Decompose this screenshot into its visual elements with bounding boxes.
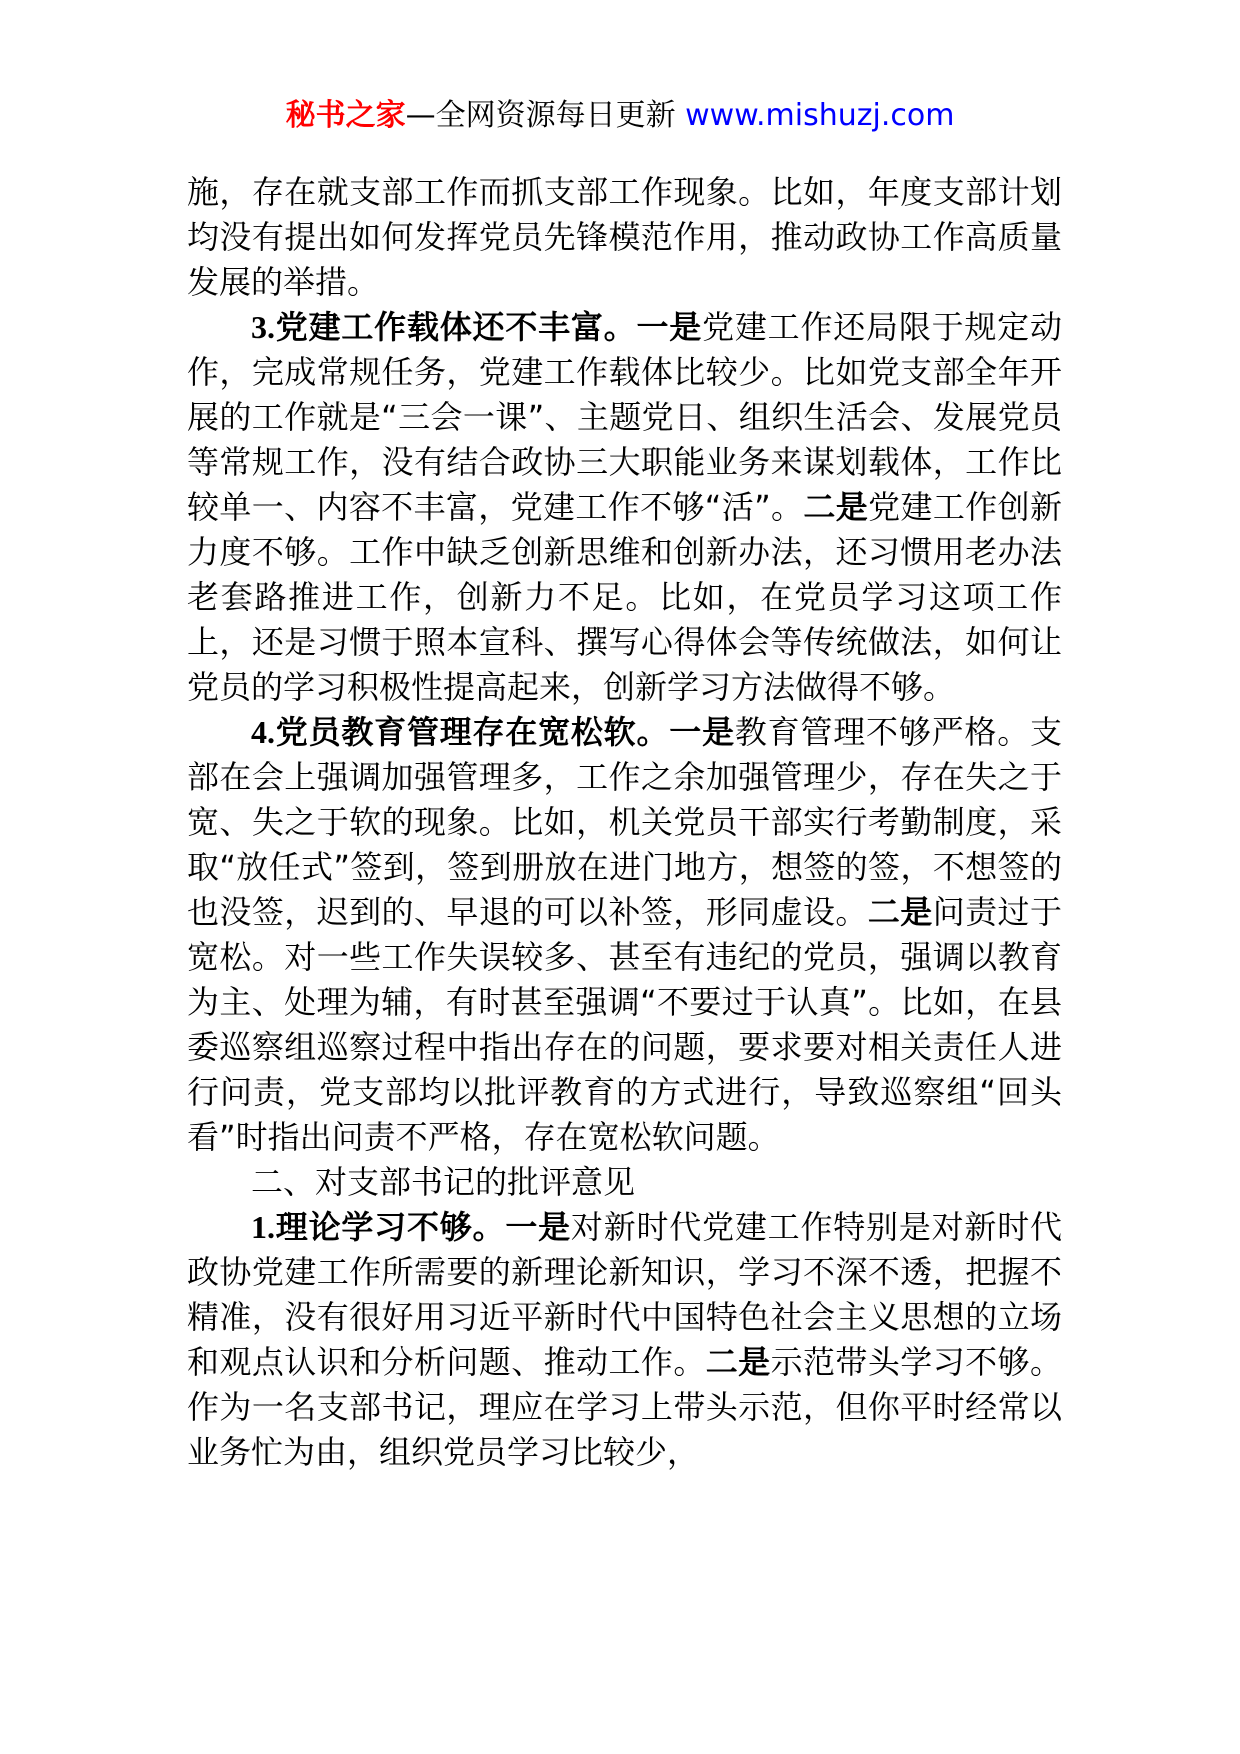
paragraph-item-3 (187, 305, 1062, 710)
section-heading (187, 1160, 1062, 1205)
item-number: 3. (251, 309, 275, 345)
paragraph-text: 对新时代党建工作特别是对新时代政协党建工作所需要的新理论新知识，学习不深不透，把握不精准，没有很好用习近平新时代中国特色社会主义思想的立场和观点认识和分析问题、推动工作。 (187, 1208, 1062, 1381)
item-number: 4. (251, 714, 275, 750)
paragraph-item-1 (187, 1205, 1062, 1475)
paragraph-text: 问责过于宽松。对一些工作失误较多、甚至有违纪的党员，强调以教育为主、处理为辅，有时甚至强调“不要过于认真”。比如，在县委巡察组巡察过程中指出存在的问题，要求要对相关责任人进行问责，党支部均以批评教育的方式进行，导致巡察组“回头看”时指出问责不严格，存在宽松软问题。 (187, 893, 1062, 1156)
item-heading: 理论学习不够。 (275, 1208, 506, 1246)
paragraph-continuation (187, 170, 1062, 305)
paragraph-text: 党建工作创新力度不够。工作中缺乏创新思维和创新办法，还习惯用老办法老套路推进工作，创新力不足。比如，在党员学习这项工作上，还是习惯于照本宣科、撰写心得体会等传统做法，如何让党员的学习积极性提高起来，创新学习方法做得不够。 (187, 488, 1062, 706)
paragraph-item-4 (187, 710, 1062, 1160)
item-heading: 党员教育管理存在宽松软。 (275, 713, 670, 751)
paragraph-text: 施，存在就支部工作而抓支部工作现象。比如，年度支部计划均没有提出如何发挥党员先锋模范作用，推动政协工作高质量发展的举措。 (187, 173, 1062, 301)
item-number: 1. (251, 1209, 275, 1245)
keyword-first: 一是 (505, 1208, 571, 1246)
paragraph-text: 党建工作还局限于规定动作，完成常规任务，党建工作载体比较少。比如党支部全年开展的工作就是“三会一课”、主题党日、组织生活会、发展党员等常规工作，没有结合政协三大职能业务来谋划载体，工作比较单一、内容不丰富，党建工作不够“活”。 (187, 308, 1062, 526)
keyword-second: 二是 (803, 488, 869, 526)
site-brand: 秘书之家 (285, 98, 406, 133)
keyword-first: 一是 (636, 308, 703, 346)
item-heading: 党建工作载体还不丰富。 (275, 308, 637, 346)
keyword-first: 一是 (669, 713, 735, 751)
keyword-second: 二是 (867, 893, 933, 931)
paragraph-text: 示范带头学习不够。作为一名支部书记，理应在学习上带头示范，但你平时经常以业务忙为由，组织党员学习比较少， (187, 1343, 1062, 1471)
site-tagline: —全网资源每日更新 (405, 98, 676, 133)
section-title: 二、对支部书记的批评意见 (251, 1163, 636, 1201)
document-body (187, 170, 1062, 1475)
keyword-second: 二是 (705, 1343, 771, 1381)
site-url[interactable]: www.mishuzj.com (685, 98, 955, 133)
site-header (0, 96, 1240, 136)
paragraph-text: 教育管理不够严格。支部在会上强调加强管理多，工作之余加强管理少，存在失之于宽、失之于软的现象。比如，机关党员干部实行考勤制度，采取“放任式”签到，签到册放在进门地方，想签的签，不想签的也没签，迟到的、早退的可以补签，形同虚设。 (187, 713, 1062, 931)
